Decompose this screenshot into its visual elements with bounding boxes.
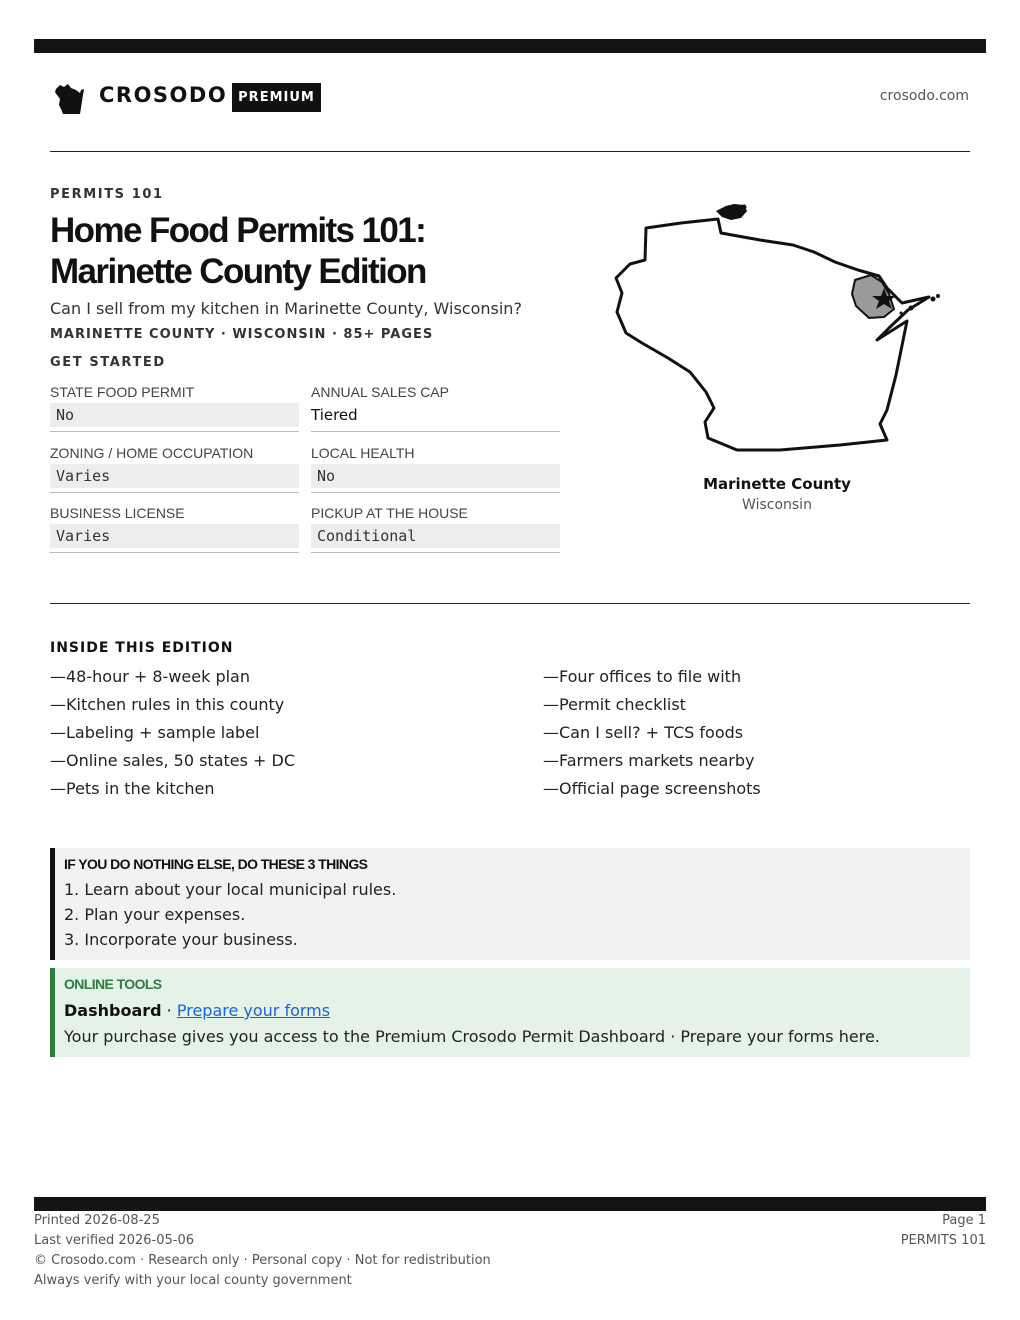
todo-step: 1. Learn about your local municipal rules.: [64, 880, 397, 899]
fact-annual-sales-cap: [311, 383, 560, 432]
online-tools-callout: [50, 968, 970, 1057]
contents-list-right: [543, 666, 761, 806]
online-tools-description: Your purchase gives you access to the Premium Crosodo Permit Dashboard · Prepare your forms here.: [64, 1027, 880, 1046]
todo-step: 3. Incorporate your business.: [64, 930, 298, 949]
get-started-heading: GET STARTED: [50, 355, 166, 370]
bottom-bar: [34, 1197, 986, 1211]
footer-right: [901, 1211, 986, 1251]
fact-pickup: [311, 504, 560, 553]
fact-value: Conditional: [311, 524, 560, 548]
fact-value: No: [311, 464, 560, 488]
verify-note: Always verify with your local county government: [34, 1273, 352, 1288]
list-item: —Kitchen rules in this county: [50, 695, 285, 714]
list-item: —Farmers markets nearby: [543, 751, 755, 770]
fact-value: No: [50, 403, 299, 427]
edition-meta: MARINETTE COUNTY · WISCONSIN · 85+ PAGES: [50, 327, 434, 342]
section-divider: [50, 603, 970, 604]
todo-heading: IF YOU DO NOTHING ELSE, DO THESE 3 THINGS: [64, 856, 368, 872]
fact-label: ZONING / HOME OCCUPATION: [50, 445, 254, 461]
top-bar: [34, 39, 986, 53]
fact-business-license: [50, 504, 299, 553]
list-item: —Permit checklist: [543, 695, 686, 714]
contents-list-left: [50, 666, 295, 806]
todo-step: 2. Plan your expenses.: [64, 905, 246, 924]
list-item: —Official page screenshots: [543, 779, 761, 798]
footer-left: [34, 1211, 491, 1291]
copyright-notice: © Crosodo.com · Research only · Personal copy · Not for redistribution: [34, 1253, 491, 1268]
fact-label: ANNUAL SALES CAP: [311, 384, 449, 400]
prepare-forms-link[interactable]: Prepare your forms: [176, 1001, 331, 1020]
map-county-label: Marinette County: [703, 475, 851, 493]
brand-name[interactable]: CROSODO: [99, 83, 228, 107]
dashboard-line: [64, 1001, 330, 1020]
list-item: —Labeling + sample label: [50, 723, 260, 742]
page-title-line2: Marinette County Edition: [50, 252, 426, 291]
page-title-line1: Home Food Permits 101:: [50, 211, 426, 250]
wisconsin-outline-icon: [600, 195, 960, 460]
dashboard-label: Dashboard: [64, 1001, 162, 1020]
fact-state-food-permit: [50, 383, 299, 432]
page-subtitle: Can I sell from my kitchen in Marinette County, Wisconsin?: [50, 299, 522, 318]
printed-date: Printed 2026-08-25: [34, 1213, 160, 1228]
todo-callout: [50, 848, 970, 960]
site-url[interactable]: crosodo.com: [879, 88, 969, 104]
list-item: —Online sales, 50 states + DC: [50, 751, 296, 770]
fact-value: Varies: [50, 464, 299, 488]
map-state-label: Wisconsin: [742, 497, 812, 513]
fact-label: LOCAL HEALTH: [311, 445, 415, 461]
wisconsin-logo-icon: [54, 81, 86, 115]
online-tools-heading: ONLINE TOOLS: [64, 976, 162, 992]
section-kicker: PERMITS 101: [50, 187, 164, 202]
fact-label: PICKUP AT THE HOUSE: [311, 505, 468, 521]
header-divider: [50, 151, 970, 152]
footer-section: PERMITS 101: [900, 1233, 986, 1248]
fact-label: STATE FOOD PERMIT: [50, 384, 195, 400]
premium-badge: PREMIUM: [232, 83, 321, 112]
list-item: —Four offices to file with: [543, 667, 742, 686]
verified-date: Last verified 2026-05-06: [34, 1233, 194, 1248]
separator: ·: [161, 1001, 177, 1020]
fact-value: Varies: [50, 524, 299, 548]
list-item: —Can I sell? + TCS foods: [543, 723, 744, 742]
list-item: —Pets in the kitchen: [50, 779, 215, 798]
inside-heading: INSIDE THIS EDITION: [50, 640, 234, 656]
list-item: —48-hour + 8-week plan: [50, 667, 250, 686]
fact-value: Tiered: [311, 406, 358, 424]
fact-label: BUSINESS LICENSE: [50, 505, 185, 521]
fact-local-health: [311, 444, 560, 493]
page-number: Page 1: [942, 1213, 986, 1228]
page-title: [50, 210, 610, 292]
fact-zoning: [50, 444, 299, 493]
